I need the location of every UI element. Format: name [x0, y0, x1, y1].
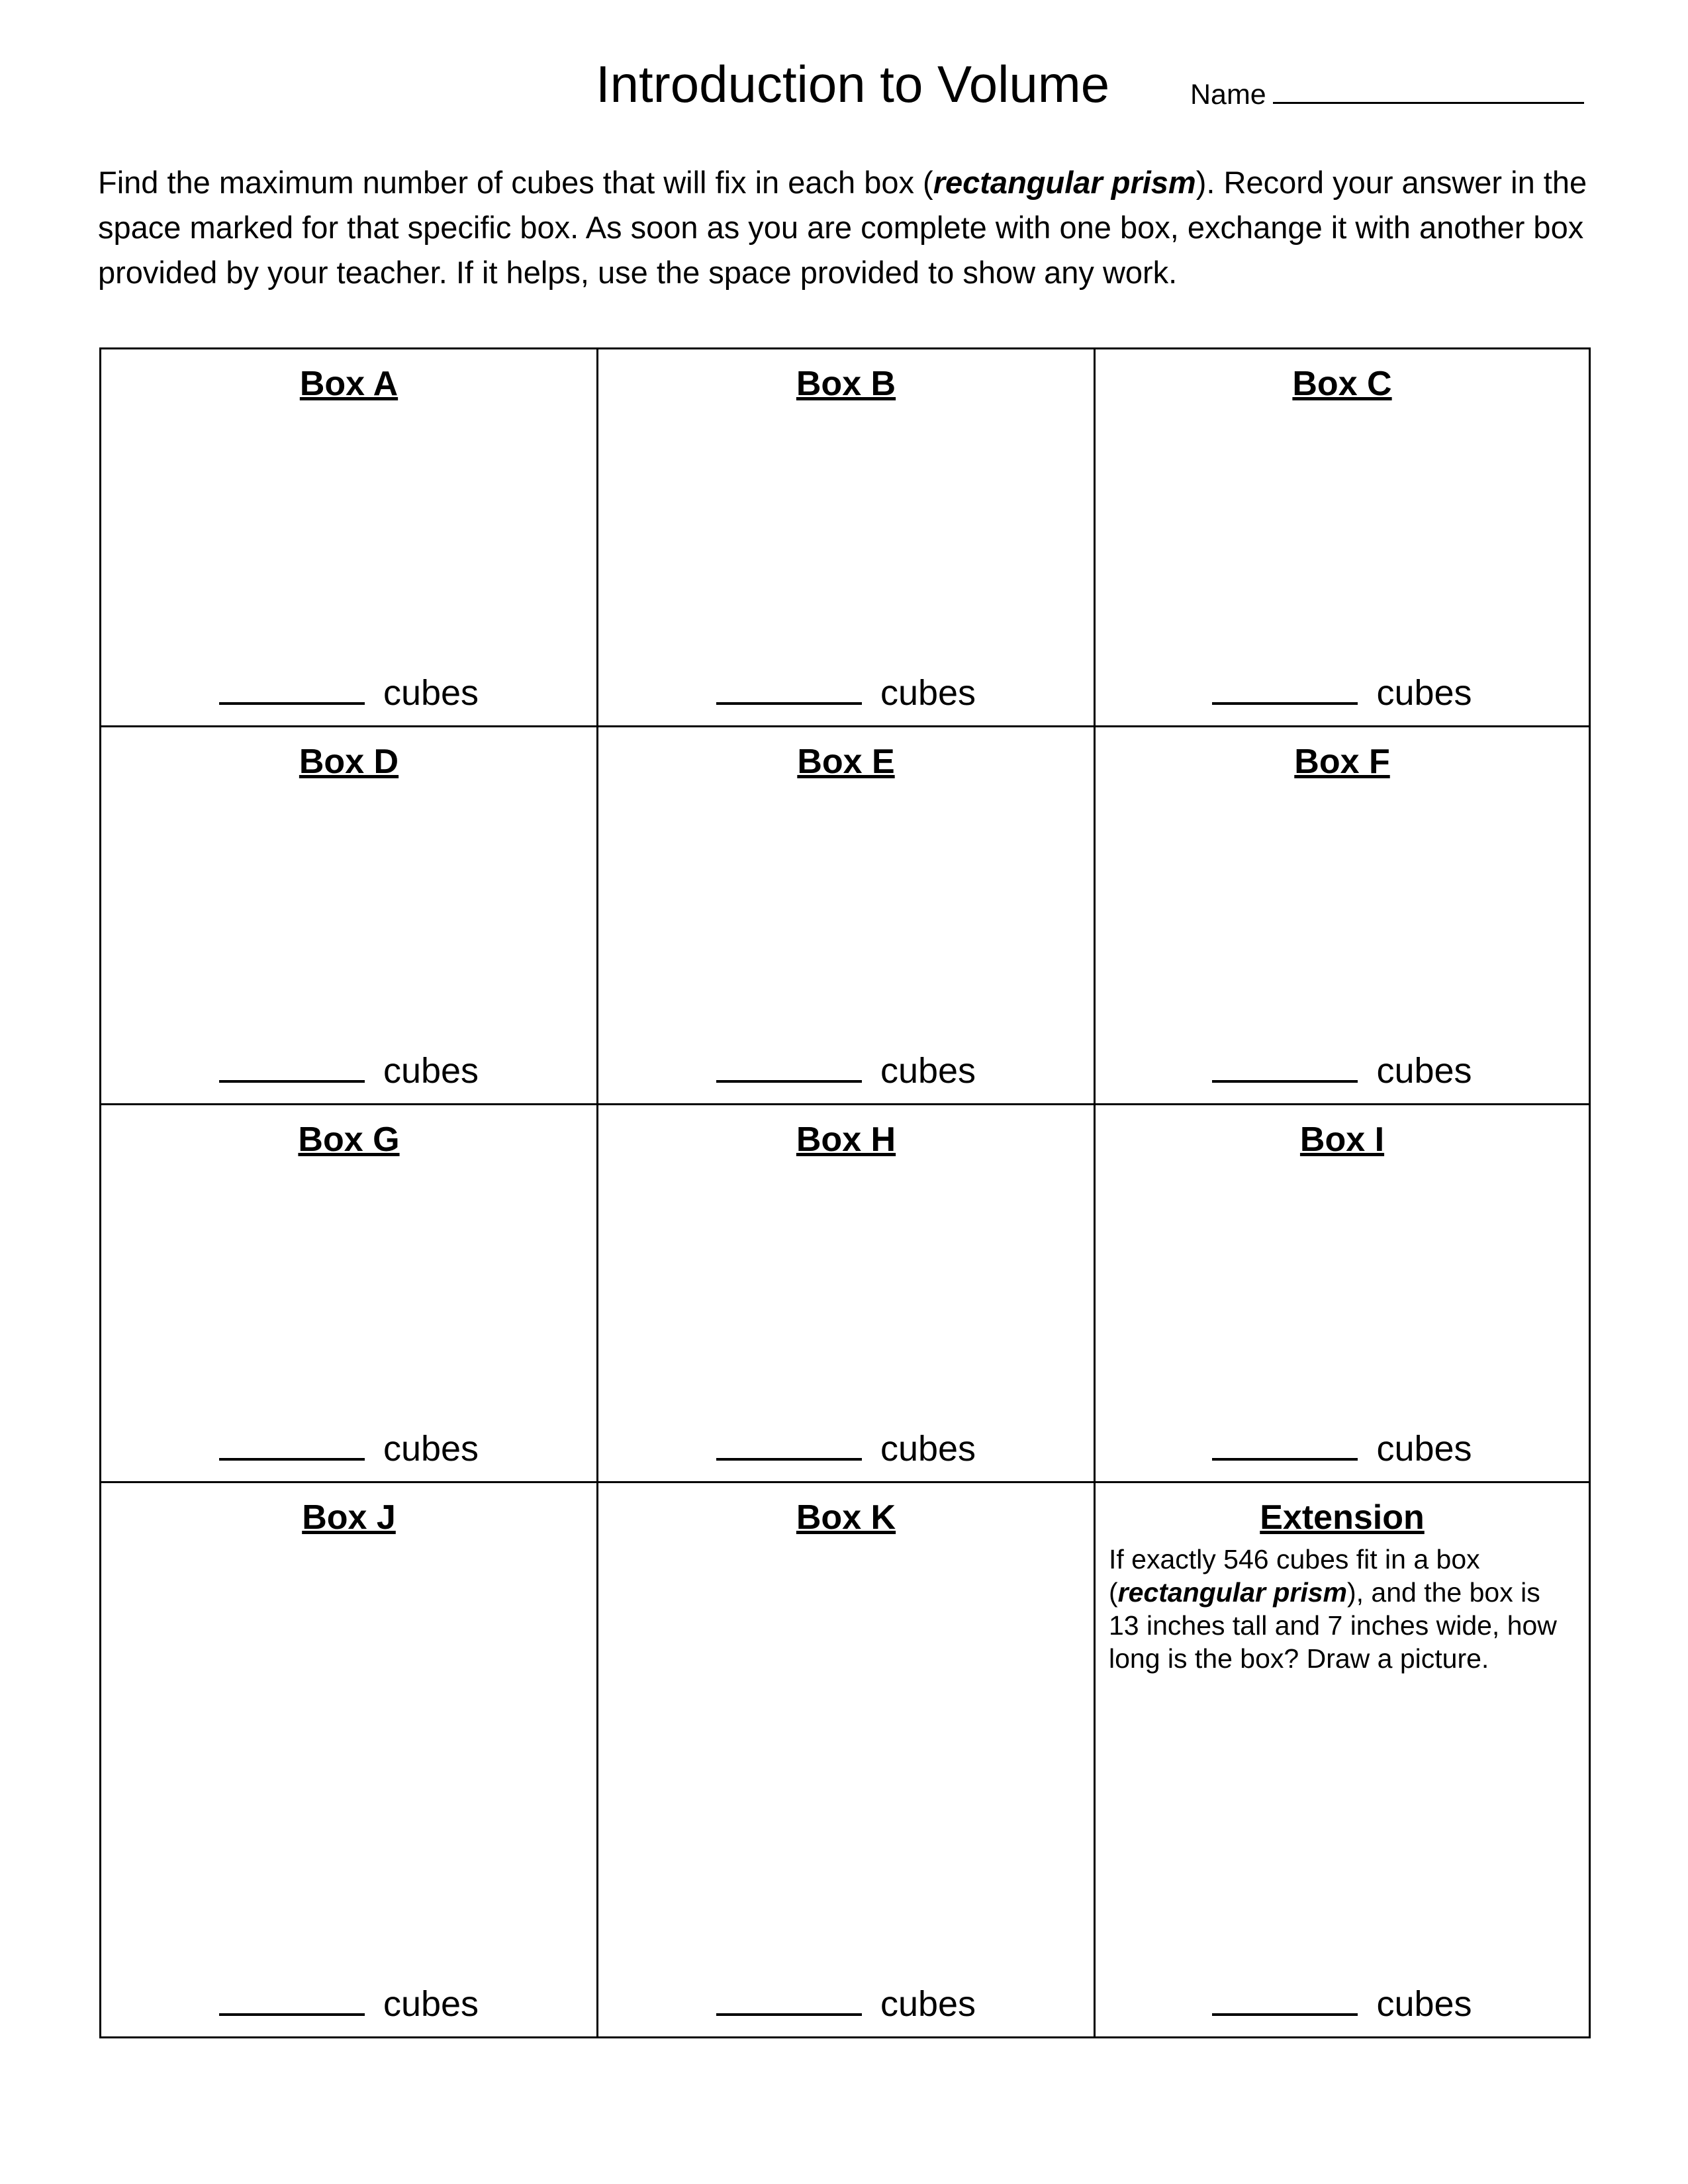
box-cell-a	[101, 349, 598, 727]
answer-blank-line[interactable]	[716, 702, 862, 705]
box-label: Box F	[1294, 743, 1390, 781]
answer-field	[598, 675, 1094, 711]
extension-emphasis: rectangular prism	[1117, 1577, 1347, 1608]
name-field	[1190, 81, 1584, 109]
extension-text-part2: ), and the box is 13 inches tall and 7 inches wide, how long is the box? Draw a picture.	[1109, 1577, 1557, 1674]
answer-unit: cubes	[383, 1051, 479, 1091]
box-cell-g	[101, 1105, 598, 1483]
answer-blank-line[interactable]	[219, 702, 365, 705]
answer-field	[1096, 1986, 1589, 2022]
name-blank-line[interactable]	[1273, 101, 1584, 104]
answer-unit: cubes	[880, 673, 976, 713]
box-label: Box D	[299, 743, 399, 781]
instructions-part1: Find the maximum number of cubes that will fix in each box (	[98, 165, 933, 200]
instructions-emphasis: rectangular prism	[933, 165, 1196, 200]
answer-unit: cubes	[1376, 673, 1472, 713]
box-cell-e	[598, 727, 1096, 1105]
answer-unit: cubes	[383, 1429, 479, 1469]
answer-field	[101, 675, 596, 711]
answer-unit: cubes	[1376, 1984, 1472, 2024]
answer-blank-line[interactable]	[716, 1457, 862, 1461]
answer-blank-line[interactable]	[219, 1457, 365, 1461]
answer-blank-line[interactable]	[219, 2013, 365, 2016]
instructions	[98, 160, 1601, 295]
answer-unit: cubes	[880, 1051, 976, 1091]
box-cell-k	[598, 1483, 1096, 2036]
answer-unit: cubes	[1376, 1051, 1472, 1091]
box-label: Box B	[796, 365, 896, 403]
extension-label: Extension	[1260, 1498, 1425, 1537]
box-label: Box J	[302, 1498, 396, 1537]
answer-field	[101, 1986, 596, 2022]
box-label: Box A	[299, 365, 399, 403]
page-title: Introduction to Volume	[596, 55, 1110, 113]
answer-blank-line[interactable]	[1212, 1457, 1358, 1461]
answer-blank-line[interactable]	[716, 1079, 862, 1083]
box-cell-c	[1096, 349, 1589, 727]
box-grid	[99, 347, 1591, 2038]
box-label: Box K	[796, 1498, 896, 1537]
box-label: Box C	[1292, 365, 1392, 403]
extension-text-part1: If exactly 546 cubes fit in a box (	[1109, 1544, 1480, 1608]
answer-blank-line[interactable]	[1212, 1079, 1358, 1083]
answer-blank-line[interactable]	[1212, 702, 1358, 705]
answer-field	[101, 1053, 596, 1089]
instructions-part2: ). Record your answer in the space marked for that specific box. As soon as you are complete with one box, exchange it with another box provided by your teacher. If it helps, use the space provided to show any work.	[98, 165, 1587, 290]
box-cell-b	[598, 349, 1096, 727]
box-label: Box G	[298, 1120, 400, 1159]
answer-blank-line[interactable]	[1212, 2013, 1358, 2016]
answer-field	[1096, 1053, 1589, 1089]
box-cell-h	[598, 1105, 1096, 1483]
answer-unit: cubes	[383, 1984, 479, 2024]
box-label: Box E	[797, 743, 895, 781]
box-label: Box H	[796, 1120, 896, 1159]
answer-unit: cubes	[880, 1984, 976, 2024]
answer-field	[598, 1053, 1094, 1089]
box-cell-f	[1096, 727, 1589, 1105]
answer-field	[1096, 675, 1589, 711]
answer-field	[598, 1431, 1094, 1467]
box-cell-i	[1096, 1105, 1589, 1483]
extension-cell	[1096, 1483, 1589, 2036]
box-cell-j	[101, 1483, 598, 2036]
answer-blank-line[interactable]	[716, 2013, 862, 2016]
box-label: Box I	[1299, 1120, 1385, 1159]
answer-field	[1096, 1431, 1589, 1467]
extension-text	[1109, 1543, 1569, 1675]
answer-blank-line[interactable]	[219, 1079, 365, 1083]
name-label: Name	[1190, 79, 1266, 111]
answer-unit: cubes	[383, 673, 479, 713]
answer-unit: cubes	[880, 1429, 976, 1469]
answer-unit: cubes	[1376, 1429, 1472, 1469]
box-cell-d	[101, 727, 598, 1105]
answer-field	[101, 1431, 596, 1467]
answer-field	[598, 1986, 1094, 2022]
